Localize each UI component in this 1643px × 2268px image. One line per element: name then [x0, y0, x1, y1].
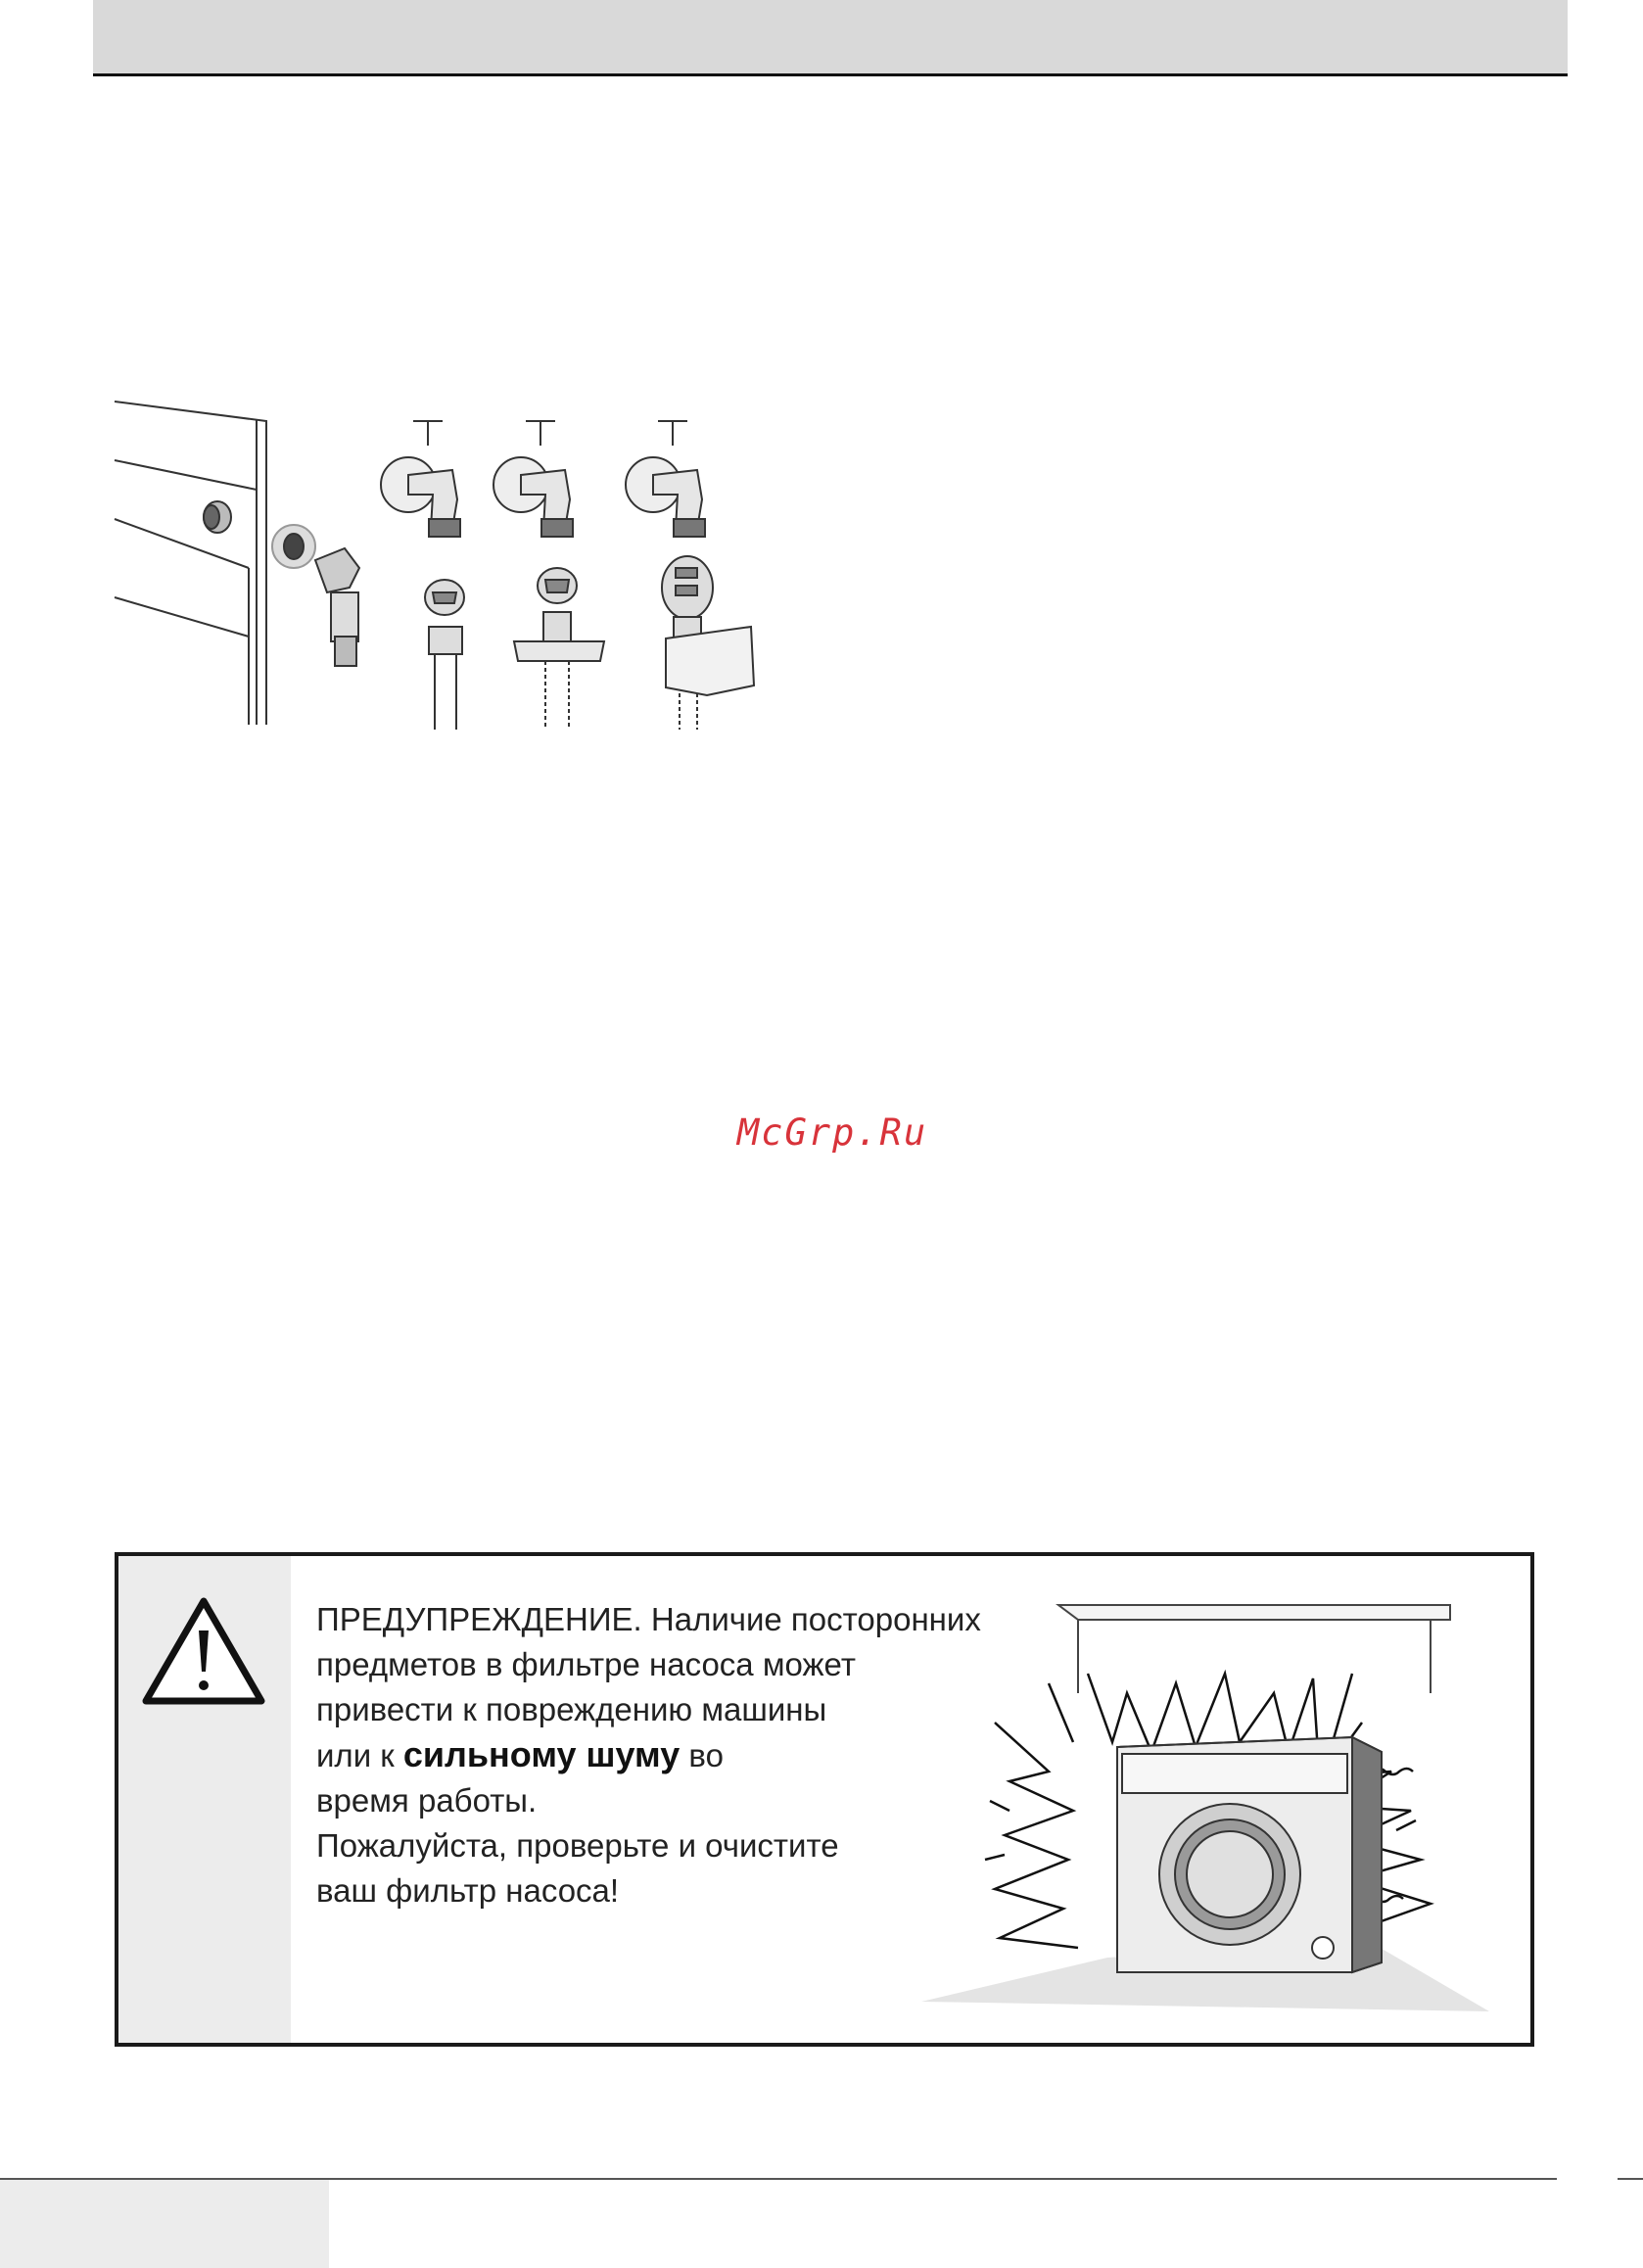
header-bar [93, 0, 1568, 76]
warning-line-6: Пожалуйста, проверьте и очистите [316, 1827, 839, 1864]
warning-line-2: предметов в фильтре насоса может [316, 1646, 856, 1682]
warning-line-7: ваш фильтр насоса! [316, 1872, 620, 1909]
warning-line-4-start: или к [316, 1737, 403, 1773]
warning-line-3: привести к повреждению машины [316, 1691, 827, 1727]
warning-emphasis: сильному шуму [402, 1734, 681, 1774]
warning-line-4-end: во [680, 1737, 724, 1773]
footer-rule-end [1618, 2178, 1643, 2180]
warning-line-1: ПРЕДУПРЕЖДЕНИЕ. Наличие посторонних [316, 1601, 981, 1637]
hose-connection-illustration [110, 392, 775, 730]
watermark-text: McGrp.Ru [736, 1111, 928, 1154]
warning-icon-panel [118, 1556, 291, 2043]
warning-box [115, 1552, 1534, 2047]
warning-line-5: время работы. [316, 1782, 538, 1819]
warning-triangle-icon [140, 1595, 267, 1708]
footer-panel [0, 2180, 329, 2268]
noisy-washing-machine-illustration [902, 1576, 1509, 2026]
